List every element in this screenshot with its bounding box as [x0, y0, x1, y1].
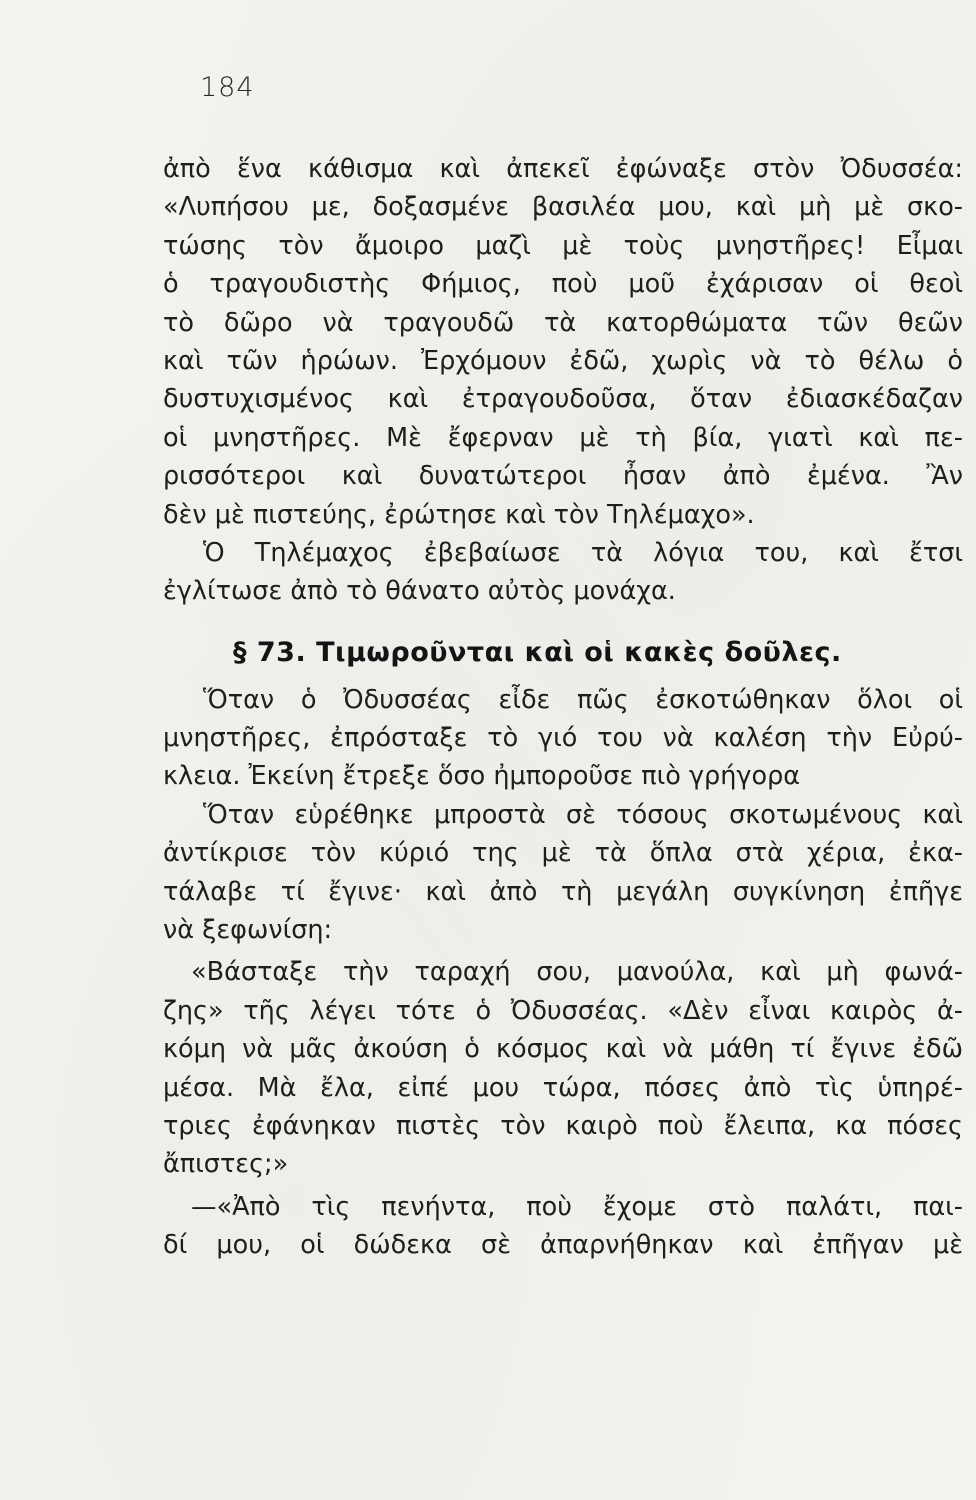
text-line: ἐγλίτωσε ἀπὸ τὸ θάνατο αὐτὸς μονάχα.	[163, 576, 676, 607]
text-line: Ὅταν ὁ Ὀδυσσέας εἶδε πῶς ἐσκοτώθηκαν ὅλοι οἱ	[203, 684, 963, 715]
text-line: τριες ἐφάνηκαν πιστὲς τὸν καιρὸ ποὺ ἔλειπα, κα πόσες	[163, 1110, 963, 1141]
text-line: ρισσότεροι καὶ δυνατώτεροι ἦσαν ἀπὸ ἐμένα. Ἂν	[163, 461, 963, 492]
text-line: Ὁ Τηλέμαχος ἐβεβαίωσε τὰ λόγια του, καὶ ἔτσι	[203, 537, 963, 568]
text-line: μέσα. Μὰ ἔλα, εἰπέ μου τώρα, πόσες ἀπὸ τὶς ὑπηρέ-	[163, 1072, 963, 1103]
paragraph-odysseus-speaks	[163, 953, 963, 1183]
text-line: ὁ τραγουδιστὴς Φήμιος, ποὺ μοῦ ἐχάρισαν οἱ θεοὶ	[163, 269, 963, 300]
text-line: κλεια. Ἐκείνη ἔτρεξε ὅσο ἠμποροῦσε πιὸ γρήγορα	[163, 761, 801, 792]
text-line: «Λυπήσου με, δοξασμένε βασιλέα μου, καὶ μὴ μὲ σκο-	[163, 192, 963, 223]
text-line: μνηστῆρες, ἐπρόσταξε τὸ γιό του νὰ καλέση τὴν Εὐρύ-	[163, 723, 963, 754]
text-line: τώσης τὸν ἄμοιρο μαζὶ μὲ τοὺς μνηστῆρες! Εἶμαι	[163, 230, 963, 261]
text-line: νὰ ξεφωνίση:	[163, 915, 333, 946]
text-line: Ὅταν εὑρέθηκε μπροστὰ σὲ τόσους σκοτωμένους καὶ	[203, 799, 963, 830]
text-line: τὸ δῶρο νὰ τραγουδῶ τὰ κατορθώματα τῶν θεῶν	[163, 307, 963, 338]
text-line: οἱ μνηστῆρες. Μὲ ἔφερναν μὲ τὴ βία, γιατὶ καὶ πε-	[163, 422, 963, 453]
section-heading: § 73. Τιμωροῦνται καὶ οἱ κακὲς δοῦλες.	[233, 636, 842, 668]
text-line: δί μου, οἱ δώδεκα σὲ ἀπαρνήθηκαν καὶ ἐπῆγαν μὲ	[163, 1230, 963, 1261]
text-line: δυστυχισμένος καὶ ἐτραγουδοῦσα, ὅταν ἐδιασκέδαζαν	[163, 384, 963, 415]
paragraph-eurycleia-arrives	[163, 796, 963, 950]
text-line: ἄπιστες;»	[163, 1149, 289, 1180]
body-text	[163, 150, 963, 1265]
paragraph-phemius-plea	[163, 150, 963, 534]
text-line: «Βάσταξε τὴν ταραχή σου, μανούλα, καὶ μὴ φωνά-	[191, 957, 963, 988]
text-line: τάλαβε τί ἔγινε· καὶ ἀπὸ τὴ μεγάλη συγκίνηση ἐπῆγε	[163, 876, 963, 907]
page-number: 184	[200, 72, 255, 103]
text-line: δὲν μὲ πιστεύης, ἐρώτησε καὶ τὸν Τηλέμαχο».	[163, 499, 755, 530]
text-line: ἀπὸ ἕνα κάθισμα καὶ ἀπεκεῖ ἐφώναξε στὸν Ὀδυσσέα:	[163, 154, 963, 184]
text-line: ζης» τῆς λέγει τότε ὁ Ὀδυσσέας. «Δὲν εἶναι καιρὸς ἀ-	[163, 995, 963, 1026]
paragraph-eurycleia-answers	[163, 1188, 963, 1265]
text-line: —«Ἀπὸ τὶς πενήντα, ποὺ ἔχομε στὸ παλάτι, παι-	[191, 1191, 963, 1222]
paragraph-odysseus-orders	[163, 681, 963, 796]
text-line: κόμη νὰ μᾶς ἀκούση ὁ κόσμος καὶ νὰ μάθη τί ἔγινε ἐδῶ	[163, 1034, 963, 1065]
text-line: καὶ τῶν ἡρώων. Ἐρχόμουν ἐδῶ, χωρὶς νὰ τὸ θέλω ὁ	[163, 345, 963, 376]
text-line: ἀντίκρισε τὸν κύριό της μὲ τὰ ὅπλα στὰ χέρια, ἐκα-	[163, 838, 963, 869]
paragraph-telemachus-confirms	[163, 534, 963, 611]
